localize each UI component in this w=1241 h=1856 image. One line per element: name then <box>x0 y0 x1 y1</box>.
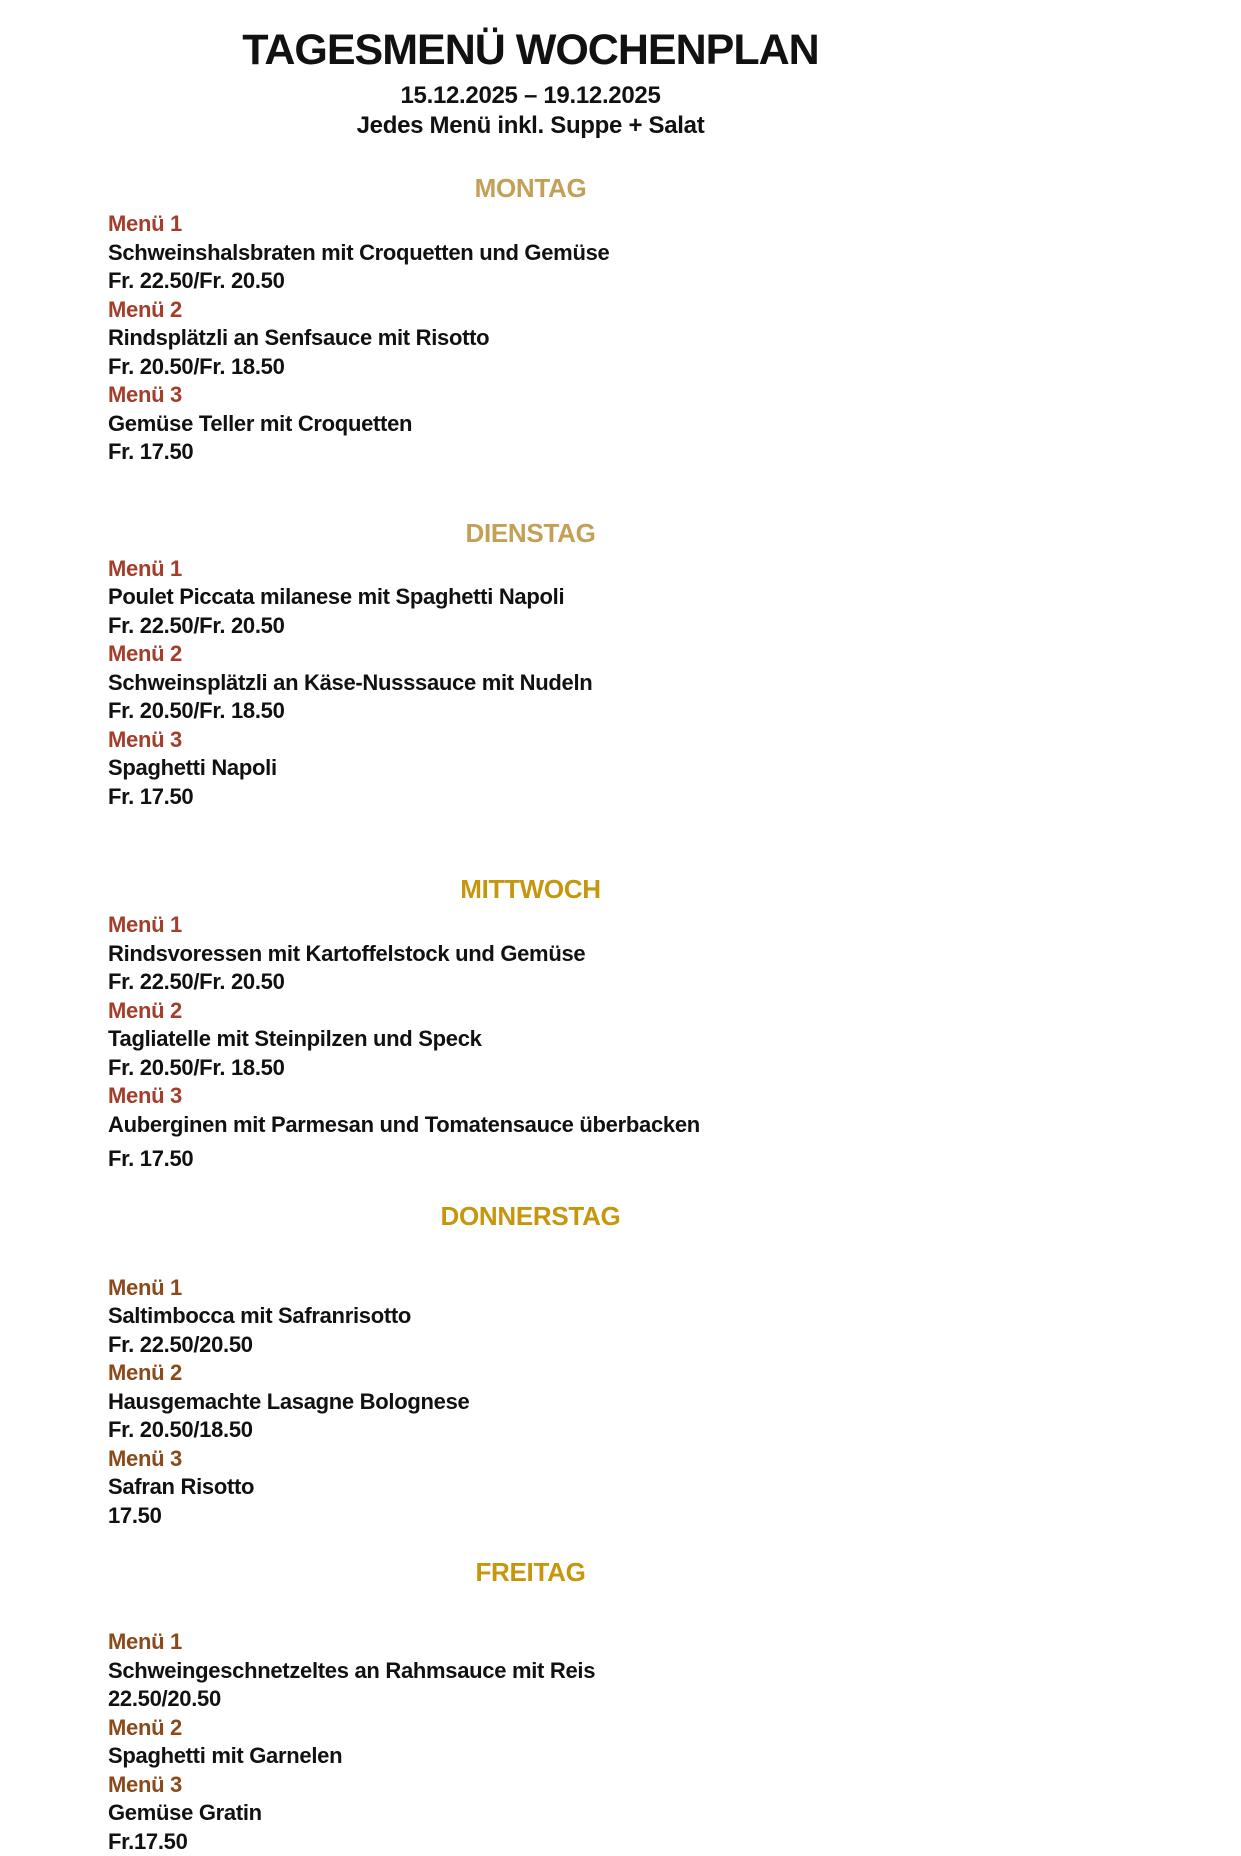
menu-item-dish: Auberginen mit Parmesan und Tomatensauce überbacken <box>108 1111 953 1140</box>
day-section <box>108 1200 953 1531</box>
menu-item-price: Fr. 22.50/Fr. 20.50 <box>108 612 953 641</box>
menu-item <box>108 640 953 726</box>
menu-item-dish: Gemüse Teller mit Croquetten <box>108 410 953 439</box>
menu-item-dish: Saltimbocca mit Safranrisotto <box>108 1302 953 1331</box>
menu-item <box>108 555 953 641</box>
menu-item-label: Menü 1 <box>108 210 953 239</box>
day-heading: MONTAG <box>108 172 953 204</box>
menu-item-price: Fr. 20.50/Fr. 18.50 <box>108 1054 953 1083</box>
menu-item <box>108 381 953 467</box>
subtitle: Jedes Menü inkl. Suppe + Salat <box>108 112 953 140</box>
menu-item-label: Menü 2 <box>108 997 953 1026</box>
menu-item-price: Fr. 17.50 <box>108 438 953 467</box>
menu-item <box>108 210 953 296</box>
menu-item <box>108 1359 953 1445</box>
menu-item-label: Menü 2 <box>108 296 953 325</box>
day-heading: DONNERSTAG <box>108 1200 953 1232</box>
menu-item-price: Fr. 22.50/Fr. 20.50 <box>108 267 953 296</box>
menu-item-dish: Rindsplätzli an Senfsauce mit Risotto <box>108 324 953 353</box>
day-heading: MITTWOCH <box>108 873 953 905</box>
menu-item-price: Fr. 20.50/18.50 <box>108 1416 953 1445</box>
menu-item <box>108 1082 953 1174</box>
menu-item-label: Menü 3 <box>108 1771 953 1800</box>
day-items <box>108 210 953 467</box>
menu-item-price: Fr. 22.50/20.50 <box>108 1331 953 1360</box>
day-section <box>108 172 953 467</box>
menu-item-label: Menü 3 <box>108 381 953 410</box>
menu-item-price: 22.50/20.50 <box>108 1685 953 1714</box>
menu-item <box>108 1771 953 1856</box>
menu-item-dish: Hausgemachte Lasagne Bolognese <box>108 1388 953 1417</box>
day-section <box>108 873 953 1174</box>
menu-item <box>108 296 953 382</box>
menu-item-label: Menü 3 <box>108 726 953 755</box>
day-items <box>108 1274 953 1531</box>
menu-item-dish: Schweingeschnetzeltes an Rahmsauce mit Reis <box>108 1657 953 1686</box>
day-items <box>108 1628 953 1856</box>
day-heading: DIENSTAG <box>108 517 953 549</box>
menu-item-price: Fr. 22.50/Fr. 20.50 <box>108 968 953 997</box>
menu-item-dish: Spaghetti Napoli <box>108 754 953 783</box>
menu-item-label: Menü 3 <box>108 1445 953 1474</box>
menu-item-dish: Poulet Piccata milanese mit Spaghetti Napoli <box>108 583 953 612</box>
menu-item-label: Menü 1 <box>108 1274 953 1303</box>
menu-item-price: Fr. 17.50 <box>108 1145 953 1174</box>
days-list <box>108 172 953 1856</box>
menu-item-label: Menü 1 <box>108 555 953 584</box>
menu-item-label: Menü 3 <box>108 1082 953 1111</box>
day-section <box>108 1556 953 1856</box>
page-title: TAGESMENÜ WOCHENPLAN <box>108 26 953 74</box>
menu-item <box>108 997 953 1083</box>
menu-item-price: Fr. 20.50/Fr. 18.50 <box>108 697 953 726</box>
day-heading: FREITAG <box>108 1556 953 1588</box>
menu-item-price: Fr. 17.50 <box>108 783 953 812</box>
menu-item-label: Menü 2 <box>108 1714 953 1743</box>
menu-item-price: 17.50 <box>108 1502 953 1531</box>
menu-item-dish: Schweinshalsbraten mit Croquetten und Gemüse <box>108 239 953 268</box>
menu-item <box>108 726 953 812</box>
menu-item-label: Menü 2 <box>108 1359 953 1388</box>
menu-item-dish: Tagliatelle mit Steinpilzen und Speck <box>108 1025 953 1054</box>
day-section <box>108 517 953 812</box>
menu-item-dish: Schweinsplätzli an Käse-Nusssauce mit Nudeln <box>108 669 953 698</box>
menu-item-dish: Safran Risotto <box>108 1473 953 1502</box>
menu-item-label: Menü 2 <box>108 640 953 669</box>
menu-item <box>108 1445 953 1531</box>
menu-content <box>108 26 953 1856</box>
date-range: 15.12.2025 – 19.12.2025 <box>108 82 953 110</box>
document-header <box>108 26 953 140</box>
menu-item-label: Menü 1 <box>108 1628 953 1657</box>
day-items <box>108 555 953 812</box>
menu-item <box>108 1274 953 1360</box>
menu-item-price: Fr.17.50 <box>108 1828 953 1856</box>
menu-item-price: Fr. 20.50/Fr. 18.50 <box>108 353 953 382</box>
menu-item-label: Menü 1 <box>108 911 953 940</box>
menu-item <box>108 1714 953 1771</box>
menu-item-dish: Rindsvoressen mit Kartoffelstock und Gemüse <box>108 940 953 969</box>
menu-item <box>108 1628 953 1714</box>
menu-item <box>108 911 953 997</box>
menu-item-dish: Spaghetti mit Garnelen <box>108 1742 953 1771</box>
day-items <box>108 911 953 1174</box>
menu-item-dish: Gemüse Gratin <box>108 1799 953 1828</box>
